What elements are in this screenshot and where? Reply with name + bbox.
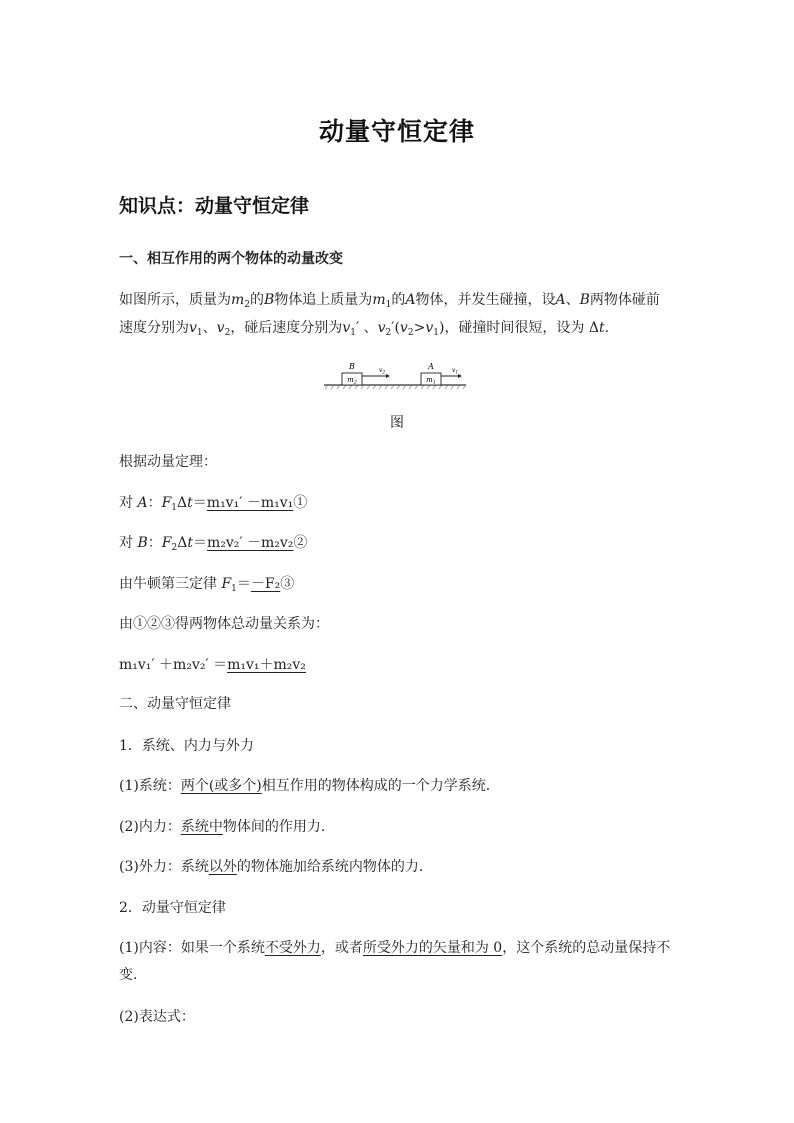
total-momentum-answer: m₁v₁＋m₂v₂ (227, 657, 306, 673)
total-momentum-intro: 由①②③得两物体总动量关系为： (119, 616, 329, 632)
law-content-continued: 变. (119, 967, 138, 983)
definition-external-force: (3)外力：系统以外的物体施加给系统内物体的力． (119, 859, 433, 875)
section2-heading: 二、动量守恒定律 (119, 696, 231, 712)
subsection-2: 2．动量守恒定律 (119, 900, 226, 916)
page-title: 动量守恒定律 (318, 117, 475, 146)
ground-hatching (325, 385, 466, 389)
equation-a-answer: m₁v₁′ －m₁v₁ (206, 495, 294, 511)
section1-heading: 一、相互作用的两个物体的动量改变 (119, 251, 343, 267)
definition-system: (1)系统：两个(或多个)相互作用的物体构成的一个力学系统． (119, 778, 500, 794)
block-a-mass: $m_1$ (426, 376, 436, 386)
subsection-1: 1．系统、内力与外力 (119, 738, 254, 754)
label-a: A (428, 362, 434, 371)
intro-line-1: 如图所示，质量为$m_2$的B物体追上质量为$m_1$的A物体，并发生碰撞，设A、B两物体碰前 (119, 292, 660, 310)
knowledge-heading: 知识点：动量守恒定律 (119, 195, 310, 217)
law-content: (1)内容：如果一个系统不受外力，或者所受外力的矢量和为 0，这个系统的总动量保持不 (119, 940, 671, 956)
collision-diagram (322, 359, 468, 391)
label-b: B (349, 362, 355, 371)
law-expression: (2)表达式： (119, 1009, 195, 1025)
equation-b-answer: m₂v₂′ －m₂v₂ (206, 535, 294, 551)
label-v1: $v_1$ (452, 367, 459, 376)
total-momentum-equation: m₁v₁′ ＋m₂v₂′ ＝m₁v₁＋m₂v₂ (119, 657, 306, 673)
equation-a: 对 A：$F_1\Delta t=m_1v_1'$ －m₁v₁① (119, 495, 308, 513)
figure-caption: 图 (390, 415, 404, 431)
theorem-intro: 根据动量定理： (119, 454, 217, 470)
block-b-mass: $m_2$ (347, 376, 357, 386)
definition-internal-force: (2)内力：系统中物体间的作用力． (119, 819, 335, 835)
intro-line-2: 速度分别为$v_1$、$v_2$，碰后速度分别为$v_1'$ 、$v_2'(v_2>v_1)$，碰撞时间很短，设为 Δt. (119, 320, 610, 338)
label-v2: $v_2$ (379, 367, 386, 376)
newton-third-law: 由牛顿第三定律 $F_1=-F_2③$ (119, 576, 295, 594)
equation-b: 对 B：$F_2\Delta t=m_2v_2'$ －m₂v₂② (119, 535, 308, 553)
newton-answer: －F₂ (250, 576, 281, 592)
